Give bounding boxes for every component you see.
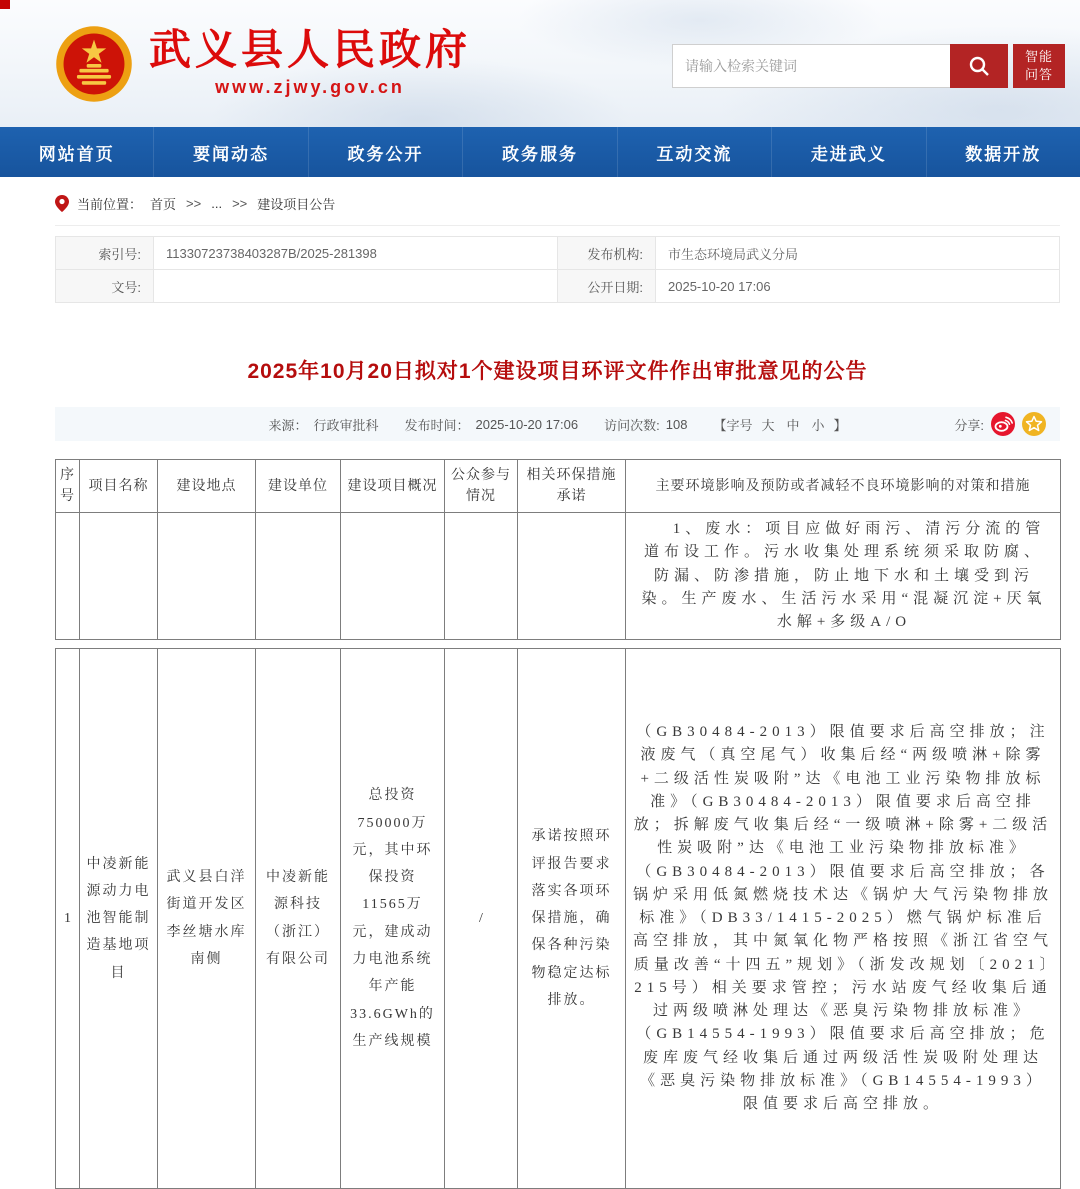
index-number-value: 11330723738403287B/2025-281398 [154, 237, 558, 270]
publish-date-value: 2025-10-20 17:06 [656, 270, 1060, 303]
nav-item-news[interactable]: 要闻动态 [154, 127, 308, 177]
national-emblem-icon [55, 25, 133, 103]
col-header-commitment: 相关环保措施承诺 [518, 460, 626, 513]
fontsize-label-open: 【字号 [713, 417, 753, 433]
main-nav [0, 127, 1080, 177]
empty-cell [256, 513, 341, 640]
search-icon [967, 54, 991, 78]
corner-marker [0, 0, 10, 9]
nav-item-gov-info[interactable]: 政务公开 [309, 127, 463, 177]
project-table-header-section [55, 459, 1061, 640]
empty-cell [56, 513, 80, 640]
cell-project-name: 中凌新能源动力电池智能制造基地项目 [80, 649, 158, 1189]
col-header-measures: 主要环境影响及预防或者减轻不良环境影响的对策和措施 [626, 460, 1061, 513]
col-header-overview: 建设项目概况 [341, 460, 445, 513]
source-value: 行政审批科 [313, 417, 379, 433]
nav-item-interaction[interactable]: 互动交流 [618, 127, 772, 177]
table-row [56, 513, 1061, 640]
location-pin-icon [55, 195, 69, 212]
fontsize-small-button[interactable]: 小 [811, 417, 825, 433]
project-table-body-section [55, 648, 1061, 1189]
article-meta-bar [55, 407, 1060, 441]
cell-commitment: 承诺按照环评报告要求落实各项环保措施，确保各种污染物稳定达标排放。 [518, 649, 626, 1189]
weibo-share-icon[interactable] [991, 412, 1015, 436]
empty-cell [158, 513, 256, 640]
breadcrumb [55, 177, 1060, 226]
empty-cell [341, 513, 445, 640]
table-page-break [55, 640, 1060, 648]
nav-item-gov-service[interactable]: 政务服务 [463, 127, 617, 177]
empty-cell [80, 513, 158, 640]
table-row [56, 270, 1060, 303]
publish-agency-label: 发布机构: [558, 237, 656, 270]
measures-text-part1: 1、废水：项目应做好雨污、清污分流的管道布设工作。污水收集处理系统须采取防腐、防漏、防渗措施，防止地下水和土壤受到污染。生产废水、生活污水采用“混凝沉淀+厌氧水解+多级A/O [626, 513, 1061, 640]
publish-date-label: 公开日期: [558, 270, 656, 303]
cell-builder: 中凌新能源科技（浙江）有限公司 [256, 649, 341, 1189]
nav-item-about-wuyi[interactable]: 走进武义 [772, 127, 926, 177]
empty-cell [518, 513, 626, 640]
cell-overview: 总投资750000万元，其中环保投资11565万元，建成动力电池系统年产能33.6GWh的生产线规模 [341, 649, 445, 1189]
fontsize-medium-button[interactable]: 中 [786, 417, 800, 433]
views-label: 访问次数: [604, 417, 660, 433]
empty-cell [445, 513, 518, 640]
publish-time-label: 发布时间： [404, 417, 470, 433]
site-banner [0, 0, 1080, 127]
table-row [56, 649, 1061, 1189]
doc-number-label: 文号: [56, 270, 154, 303]
breadcrumb-label: 当前位置： [77, 197, 143, 212]
breadcrumb-current[interactable]: 建设项目公告 [257, 197, 336, 212]
fontsize-label-close: 】 [833, 417, 847, 433]
cell-seq: 1 [56, 649, 80, 1189]
share-label: 分享: [954, 417, 984, 433]
search-input[interactable] [672, 44, 950, 88]
search-area [672, 44, 1065, 88]
table-row [56, 237, 1060, 270]
breadcrumb-separator: >> [186, 196, 202, 211]
search-button[interactable] [950, 44, 1008, 88]
table-header-row [56, 460, 1061, 513]
measures-text-part2: （GB30484-2013）限值要求后高空排放；注液废气（真空尾气）收集后经“两级喷淋+除雾+二级活性炭吸附”达《电池工业污染物排放标准》（GB30484-2013）限值要求后高空排放；拆解废气收集后经“一级喷淋+除雾+二级活性炭吸附”达《电池工业污染物排放标准》（GB30484-2013）限值要求后高空排放；各锅炉采用低氮燃烧技术达《锅炉大气污染物排放标准》（DB33/1415-2025）燃气锅炉标准后高空排放，其中氮氧化物严格按照《浙江省空气质量改善“十四五”规划》（浙发改规划〔2021〕215号）相关要求管控；污水站废气经收集后通过两级喷淋处理达《恶臭污染物排放标准》（GB14554-1993）限值要求后高空排放；危废库废气经收集后通过两级活性炭吸附处理达《恶臭污染物排放标准》（GB14554-1993）限值要求后高空排放。 [626, 649, 1061, 1189]
site-url: www.zjwy.gov.cn [215, 77, 405, 98]
nav-item-home[interactable]: 网站首页 [0, 127, 154, 177]
breadcrumb-separator: >> [232, 196, 248, 211]
site-name: 武义县人民政府 [149, 27, 472, 74]
source-label: 来源： [268, 417, 308, 433]
qzone-share-icon[interactable] [1022, 412, 1046, 436]
cell-public-participation: / [445, 649, 518, 1189]
doc-info-table [55, 236, 1060, 303]
nav-item-open-data[interactable]: 数据开放 [965, 144, 1042, 164]
fontsize-large-button[interactable]: 大 [761, 417, 775, 433]
publish-time-value: 2025-10-20 17:06 [475, 416, 579, 432]
breadcrumb-ellipsis: ... [211, 196, 223, 211]
site-logo[interactable] [55, 25, 471, 103]
publish-agency-value: 市生态环境局武义分局 [656, 237, 1060, 270]
col-header-location: 建设地点 [158, 460, 256, 513]
doc-number-value [154, 270, 558, 303]
col-header-project-name: 项目名称 [80, 460, 158, 513]
views-count: 108 [665, 416, 688, 432]
col-header-public-participation: 公众参与情况 [445, 460, 518, 513]
cell-location: 武义县白洋街道开发区李丝塘水库南侧 [158, 649, 256, 1189]
col-header-seq: 序号 [56, 460, 80, 513]
col-header-builder: 建设单位 [256, 460, 341, 513]
breadcrumb-home[interactable]: 首页 [150, 197, 177, 212]
index-number-label: 索引号: [56, 237, 154, 270]
page-title: 2025年10月20日拟对1个建设项目环评文件作出审批意见的公告 [247, 360, 868, 383]
smart-qa-button[interactable]: 智能问答 [1013, 44, 1065, 88]
